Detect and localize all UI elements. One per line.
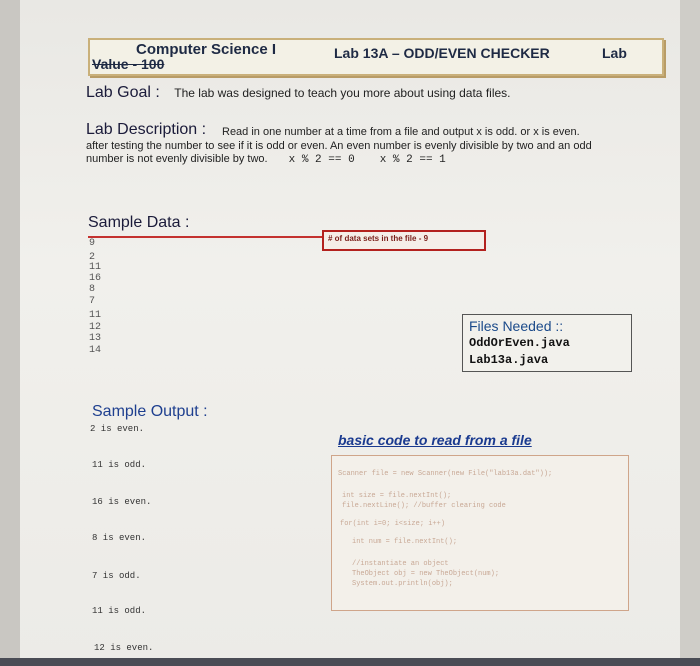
code-line: int size = file.nextInt(); <box>342 492 452 500</box>
data-value: 2 <box>89 252 96 263</box>
output-line: 12 is even. <box>94 643 154 653</box>
lab-label: Lab <box>602 45 627 61</box>
code-box <box>331 455 629 611</box>
lab-goal-heading: Lab Goal : <box>86 84 160 101</box>
files-needed-heading: Files Needed :: <box>469 318 564 334</box>
data-value: 12 <box>89 322 102 333</box>
lab-goal-text: The lab was designed to teach you more about using data files. <box>174 86 511 100</box>
lab-goal <box>86 84 511 102</box>
sample-output-heading: Sample Output : <box>92 403 208 420</box>
output-line: 16 is even. <box>92 497 152 507</box>
file-name: OddOrEven.java <box>469 336 570 350</box>
output-line: 7 is odd. <box>92 571 141 581</box>
lab-value: Value - 100 <box>92 56 165 72</box>
data-value: 7 <box>89 296 96 307</box>
code-line: TheObject obj = new TheObject(num); <box>352 570 500 578</box>
output-line: 11 is odd. <box>92 460 147 470</box>
lab-description-line-1: Read in one number at a time from a file and output x is odd. or x is even. <box>222 126 580 138</box>
lab-description-line-2: after testing the number to see if it is odd or even. An even number is evenly divisible by two and an odd <box>86 140 592 152</box>
output-line: 2 is even. <box>90 424 145 434</box>
sample-data-heading: Sample Data : <box>88 214 190 231</box>
data-value: 11 <box>89 310 102 321</box>
code-line: int num = file.nextInt(); <box>352 538 458 546</box>
odd-expression: x % 2 == 1 <box>379 154 446 166</box>
data-value: 11 <box>89 262 102 273</box>
lab-header <box>88 38 664 76</box>
data-value: 8 <box>89 284 96 295</box>
data-sets-note-text: # of data sets in the file - 9 <box>328 234 429 243</box>
data-value: 16 <box>89 273 102 284</box>
code-line: System.out.println(obj); <box>352 580 453 588</box>
code-line: Scanner file = new Scanner(new File("lab13a.dat")); <box>338 470 553 478</box>
code-heading: basic code to read from a file <box>338 432 532 448</box>
output-line: 8 is even. <box>92 533 147 543</box>
data-value: 9 <box>89 238 96 249</box>
data-value: 13 <box>89 333 102 344</box>
photo-shadow-left <box>0 0 20 666</box>
output-line: 11 is odd. <box>92 606 147 616</box>
data-sets-note <box>322 230 486 251</box>
photo-shadow-right <box>680 0 700 666</box>
lab-description-line-3 <box>86 153 446 166</box>
files-needed-box <box>462 314 632 372</box>
lab-description-line-3-text: number is not evenly divisible by two. <box>86 153 268 165</box>
code-line: file.nextLine(); //buffer clearing code <box>342 502 506 510</box>
data-value: 14 <box>89 345 102 356</box>
code-line: for(int i=0; i<size; i++) <box>340 520 446 528</box>
even-expression: x % 2 == 0 <box>288 154 355 166</box>
course-title: Computer Science I <box>136 41 277 58</box>
lab-title: Lab 13A – ODD/EVEN CHECKER <box>334 45 550 61</box>
bottom-bar <box>0 658 700 666</box>
lab-description-heading: Lab Description : <box>86 121 207 138</box>
code-line: //instantiate an object <box>352 560 449 568</box>
file-name: Lab13a.java <box>469 353 549 367</box>
